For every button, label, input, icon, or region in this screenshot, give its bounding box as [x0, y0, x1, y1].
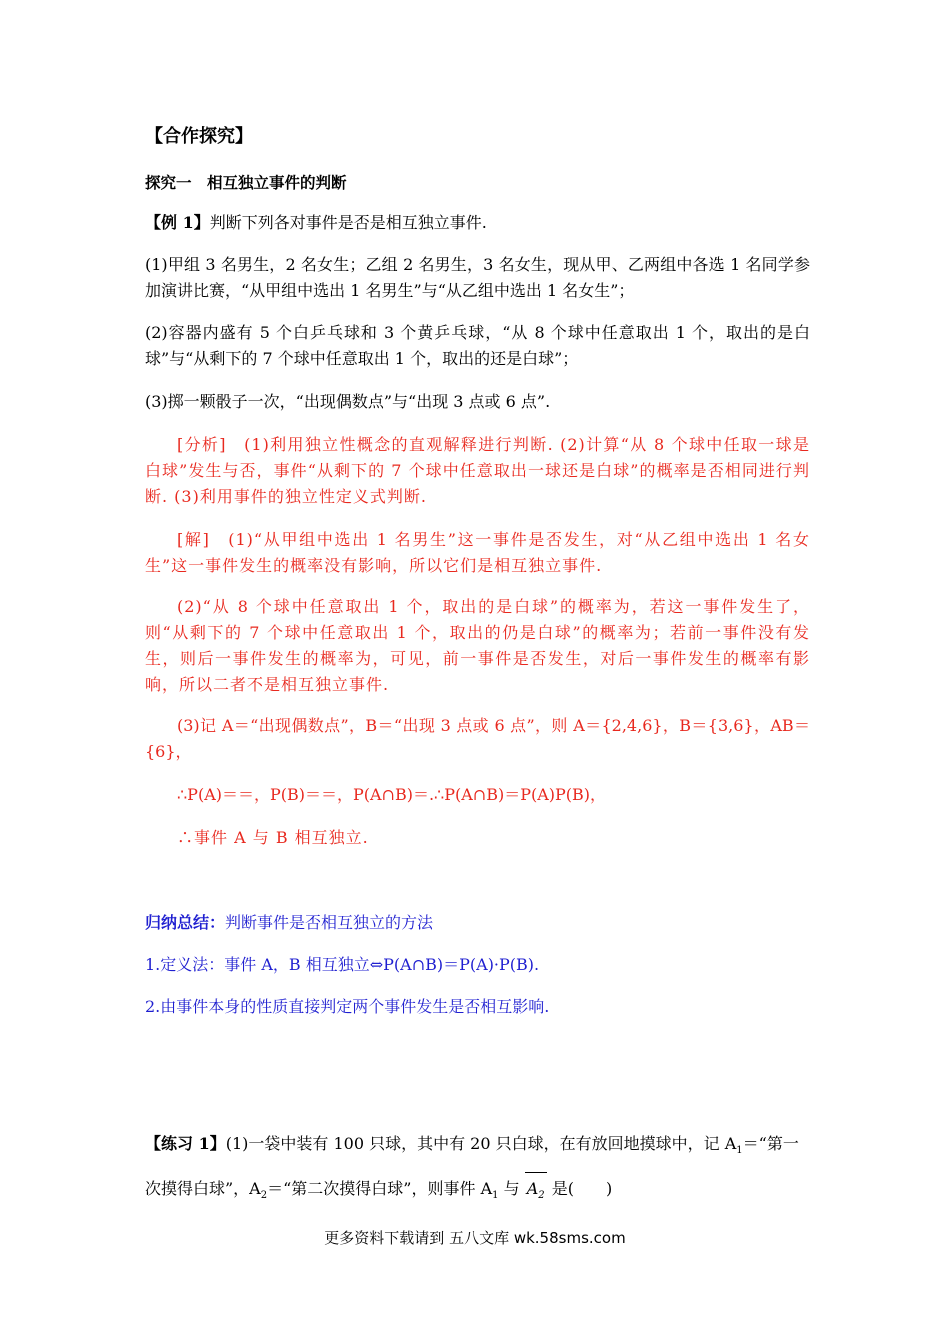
exercise-text-2a: 次摸得白球”，A [145, 1179, 261, 1199]
question-2: (2)容器内盛有 5 个白乒乓球和 3 个黄乒乓球，“从 8 个球中任意取出 1 个，取出的是白球”与“从剩下的 7 个球中任意取出 1 个，取出的还是白球”； [145, 323, 810, 368]
example-label: 【例 1】 [145, 213, 210, 232]
solution-conclusion: ∴事件 A 与 B 相互独立. [177, 828, 369, 847]
solution-part-3: (3)记 A＝“出现偶数点”，B＝“出现 3 点或 6 点”，则 A＝{2,4,6}，B＝{3,6}，AB＝{6}， [145, 716, 810, 761]
exercise-label: 【练习 1】 [145, 1134, 226, 1153]
summary-item-1: 1.定义法：事件 A，B 相互独立⇔P(A∩B)＝P(A)·P(B). [145, 955, 540, 974]
exercise-text-2c: 与 [498, 1179, 525, 1199]
summary-heading [145, 910, 810, 936]
exercise-text-1b: ＝“第一 [742, 1134, 799, 1153]
subscript: 1 [492, 1190, 499, 1202]
exercise-text-2b: ＝“第二次摸得白球”，则事件 A [267, 1179, 493, 1199]
question-3: (3)掷一颗骰子一次，“出现偶数点”与“出现 3 点或 6 点”. [145, 392, 551, 411]
summary-title: 判断事件是否相互独立的方法 [225, 913, 434, 932]
exercise-1 [145, 1125, 810, 1215]
exercise-text-1: (1)一袋中装有 100 只球，其中有 20 只白球，在有放回地摸球中，记 A [225, 1134, 737, 1153]
section-title: 【合作探究】 [145, 126, 253, 147]
solution-probability-line: ∴P(A)＝＝，P(B)＝＝，P(A∩B)＝.∴P(A∩B)＝P(A)P(B)， [177, 785, 607, 804]
example-prompt [145, 210, 810, 236]
complement-symbol: $A_2$ [525, 1170, 547, 1215]
summary-label: 归纳总结： [145, 913, 226, 932]
solution-part-1: [解] (1)“从甲组中选出 1 名男生”这一事件是否发生，对“从乙组中选出 1 名女生”这一事件发生的概率没有影响，所以它们是相互独立事件. [145, 530, 810, 575]
subscript: 2 [260, 1190, 268, 1202]
solution-part-2: (2)“从 8 个球中任意取出 1 个，取出的是白球”的概率为，若这一事件发生了，则“从剩下的 7 个球中任意取出 1 个，取出的仍是白球”的概率为；若前一事件没有发生，则后一事件发生的概率为，可见，前一事件是否发生，对后一事件发生的概率有影响，所以二者不是相互独立事件. [145, 597, 810, 694]
example-prompt-text: 判断下列各对事件是否是相互独立事件. [209, 213, 487, 232]
subscript: 1 [736, 1145, 743, 1157]
explore-heading: 探究一 相互独立事件的判断 [145, 174, 347, 192]
footer-source-link[interactable]: 更多资料下载请到 五八文库 wk.58sms.com [324, 1229, 626, 1247]
question-1: (1)甲组 3 名男生，2 名女生；乙组 2 名男生，3 名女生，现从甲、乙两组中各选 1 名同学参加演讲比赛，“从甲组中选出 1 名男生”与“从乙组中选出 1 名女生”； [145, 255, 810, 300]
exercise-text-2d: 是( ) [546, 1179, 613, 1199]
analysis-paragraph: [分析] (1)利用独立性概念的直观解释进行判断. (2)计算“从 8 个球中任取一球是白球”发生与否，事件“从剩下的 7 个球中任意取出一球还是白球”的概率是否相同进行判断. (3)利用事件的独立性定义式判断. [145, 435, 810, 506]
summary-item-2: 2.由事件本身的性质直接判定两个事件发生是否相互影响. [145, 997, 550, 1016]
